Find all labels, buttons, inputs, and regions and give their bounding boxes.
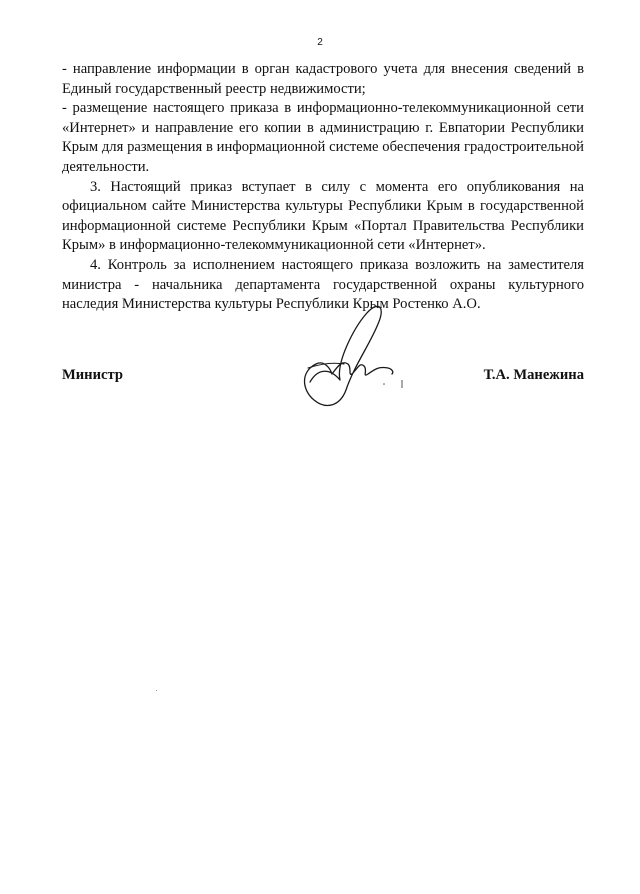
paragraph-effective-date: 3. Настоящий приказ вступает в силу с момента его опубликования на официальном сайте Министерства культуры Республики Крым в государственной информационной системе Республики Крым «Портал Правительства Республики Крым» в информационно-телекоммуникационной сети «Интернет». <box>62 178 584 254</box>
scan-artifact <box>156 690 157 691</box>
signer-name: Т.А. Манежина <box>483 367 584 383</box>
paragraph-internet-publication: - размещение настоящего приказа в информационно-телекоммуникационной сети «Интернет» и направление его копии в администрацию г. Евпатории Республики Крым для размещения в информационной системе обеспечения градостроительной деятельности. <box>62 100 584 175</box>
handwritten-signature-icon <box>296 298 416 410</box>
paragraph-cadastral-info: - направление информации в орган кадастрового учета для внесения сведений в Единый государственный реестр недвижимости; <box>62 61 584 97</box>
signer-position: Министр <box>62 367 123 383</box>
page-number: 2 <box>317 37 323 48</box>
paragraph-control: 4. Контроль за исполнением настоящего приказа возложить на заместителя министра - начальника департамента государственной охраны культурного наследия Министерства культуры Республики Крым Ростенко А.О. <box>62 256 584 313</box>
document-body <box>62 60 584 315</box>
